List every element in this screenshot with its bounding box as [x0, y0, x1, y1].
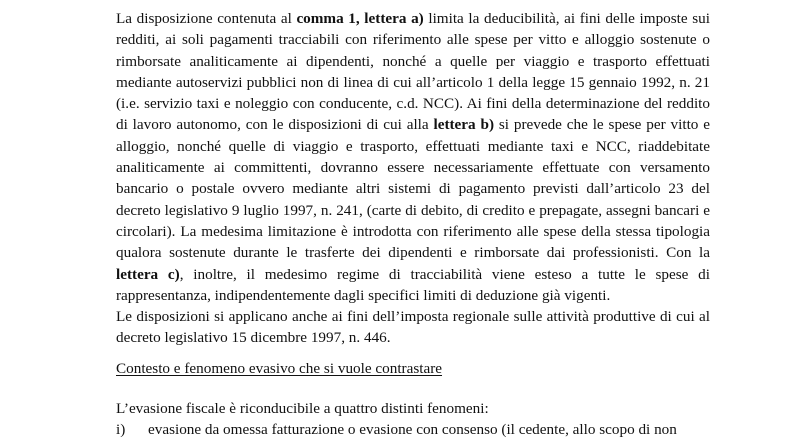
intro-sentence: L’evasione fiscale è riconducibile a quattro distinti fenomeni:	[116, 400, 489, 418]
list-marker: i)	[116, 421, 126, 439]
bold-reference-lettera-c: lettera c)	[116, 265, 180, 283]
list-item	[116, 419, 710, 440]
list-item-text: evasione da omessa fatturazione o evasione con consenso (il cedente, allo scopo di non	[148, 421, 677, 439]
bold-reference-comma-1-lettera-a: comma 1, lettera a)	[296, 10, 424, 27]
text-run: La disposizione contenuta al	[116, 10, 297, 27]
section-heading: Contesto e fenomeno evasivo che si vuole contrastare	[116, 359, 443, 377]
paragraph-irap: Le disposizioni si applicano anche ai fini dell’imposta regionale sulle attività produttive di cui al decreto legislativo 15 dicembre 1997, n. 446.	[116, 308, 710, 347]
bold-reference-lettera-b: lettera b)	[433, 116, 494, 134]
paragraph-deducibility	[116, 8, 710, 306]
text-run: , inoltre, il medesimo regime di tracciabilità viene esteso a tutte le spese di rappresentanza, indipendentemente dagli specifici limiti di deduzione già vigenti.	[116, 265, 710, 304]
text-run: si prevede che le spese per vitto e alloggio, nonché quelle di viaggio e trasporto, effettuati mediante taxi e NCC, riaddebitate analiticamente ai committenti, dovranno essere necessariamente effettuate con versamento bancario o postale ovvero mediante altri sistemi di pagamento previsti dall’articolo 23 del decreto legislativo 9 luglio 1997, n. 241, (carte di debito, di credito e prepagate, assegni bancari e circolari). La medesima limitazione è introdotta con riferimento alle spese della stessa tipologia qualora sostenute durante le trasferte dei dipendenti e rimborsate dai professionisti. Con la	[116, 116, 710, 262]
text-run: limita la deducibilità, ai fini delle imposte sui redditi, ai soli pagamenti tracciabili con riferimento alle spese per vitto e alloggio sostenute o rimborsate analiticamente ai dipendenti, nonché a quelle per viaggio e trasporto effettuati mediante autoservizi pubblici non di linea di cui all’articolo 1 della legge 15 gennaio 1992, n. 21 (i.e. servizio taxi e noleggio con conducente, c.d. NCC). Ai fini della determinazione del reddito di lavoro autonomo, con le disposizioni di cui alla	[116, 10, 710, 134]
document-page	[116, 8, 710, 441]
